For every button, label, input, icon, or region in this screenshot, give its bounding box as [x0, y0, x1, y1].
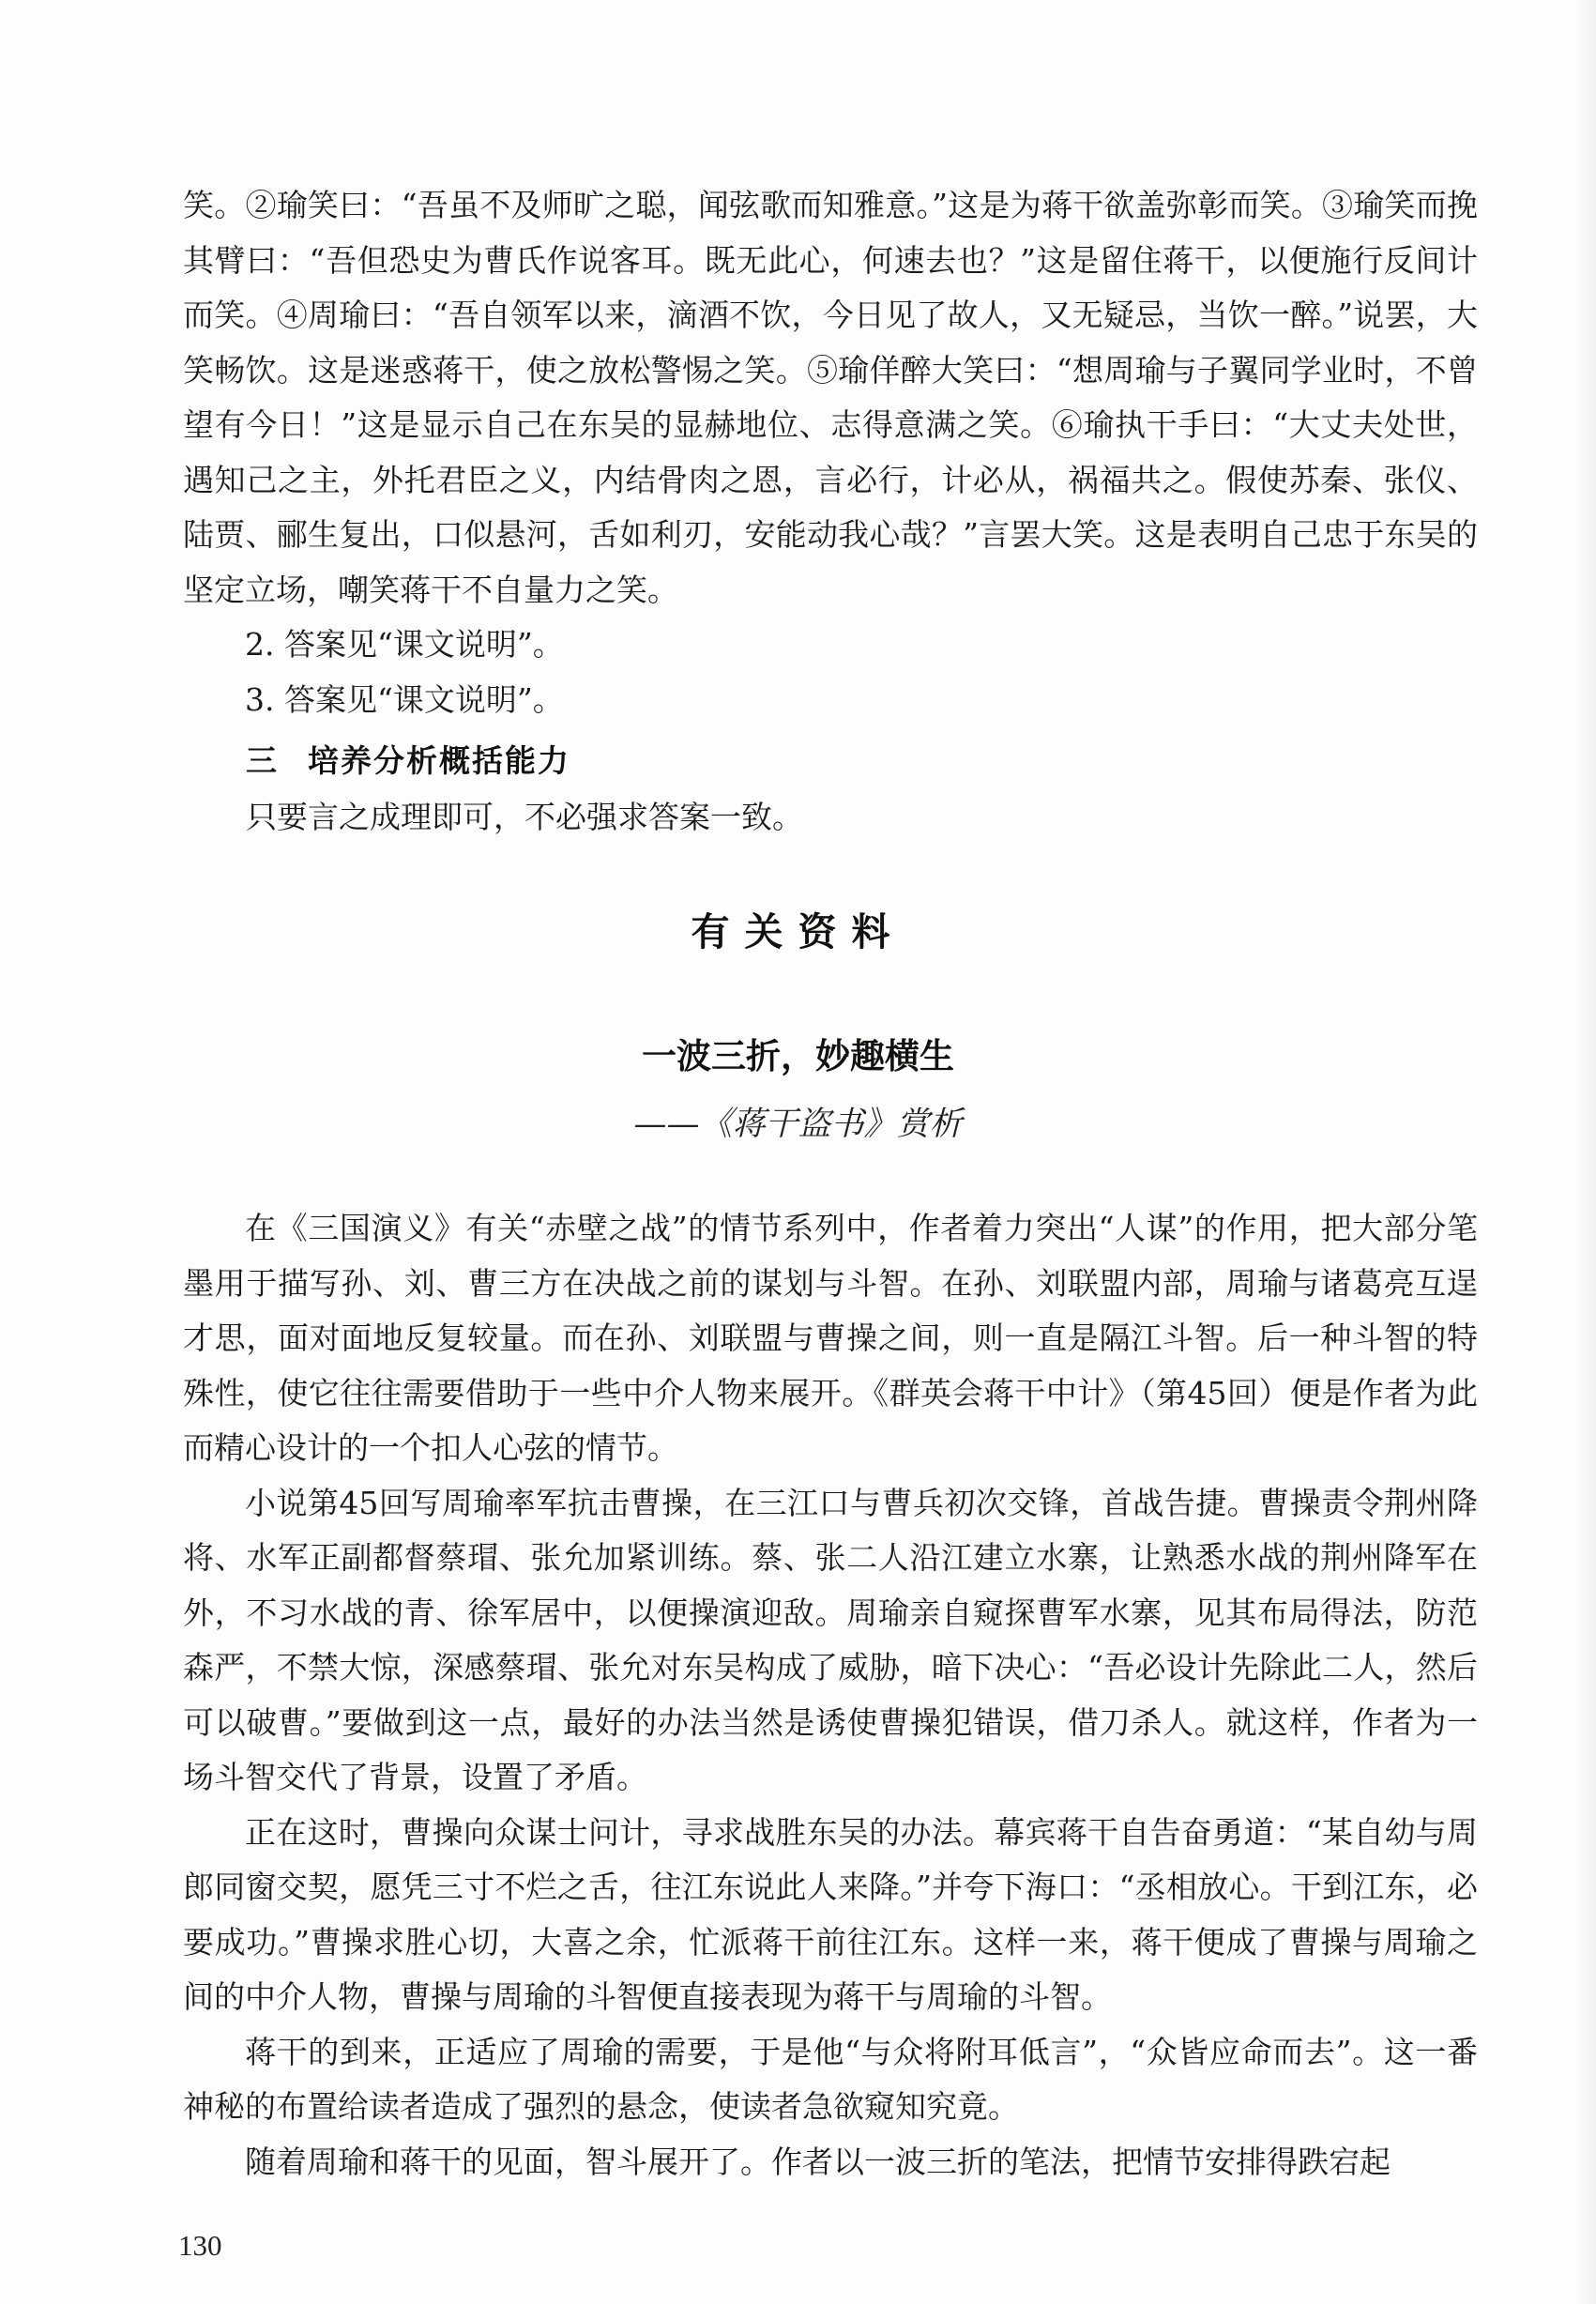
article-paragraph: 正在这时，曹操向众谋士问计，寻求战胜东吴的办法。幕宾蒋干自告奋勇道：“某自幼与周郎同窗交契，愿凭三寸不烂之舌，往江东说此人来降。”并夸下海口：“丞相放心。干到江东，必要成功。”曹操求胜心切，大喜之余，忙派蒋干前往江东。这样一来，蒋干便成了曹操与周瑜之间的中介人物，曹操与周瑜的斗智便直接表现为蒋干与周瑜的斗智。 [183, 1813, 1478, 2015]
article-subtitle: ——《蒋干盗书》赏析 [633, 1106, 963, 1143]
answer-item-2: 2. 答案见“课文说明”。 [245, 626, 564, 663]
section-title: 培养分析概括能力 [308, 742, 570, 779]
page-number: 130 [178, 2229, 222, 2262]
answer-item-3: 3. 答案见“课文说明”。 [245, 680, 564, 718]
section-heading [246, 737, 570, 781]
article-paragraph: 随着周瑜和蒋干的见面，智斗展开了。作者以一波三折的笔法，把情节安排得跌宕起 [245, 2143, 1391, 2180]
answer-paragraph: 笑。②瑜笑曰：“吾虽不及师旷之聪，闻弦歌而知雅意。”这是为蒋干欲盖弥彰而笑。③瑜笑而挽其臂曰：“吾但恐史为曹氏作说客耳。既无此心，何速去也？”这是留住蒋干，以便施行反间计而笑。④周瑜曰：“吾自领军以来，滴酒不饮，今日见了故人，又无疑忌，当饮一醉。”说罢，大笑畅饮。这是迷惑蒋干，使之放松警惕之笑。⑤瑜佯醉大笑曰：“想周瑜与子翼同学业时，不曾望有今日！”这是显示自己在东吴的显赫地位、志得意满之笑。⑥瑜执干手曰：“大丈夫处世，遇知己之主，外托君臣之义，内结骨肉之恩，言必行，计必从，祸福共之。假使苏秦、张仪、陆贾、郦生复出，口似悬河，舌如利刃，安能动我心哉？”言罢大笑。这是表明自己忠于东吴的坚定立场，嘲笑蒋干不自量力之笑。 [183, 187, 1478, 608]
article-body [183, 1201, 1478, 2190]
article-paragraph: 蒋干的到来，正适应了周瑜的需要，于是他“与众将附耳低言”，“众皆应命而去”。这一番神秘的布置给读者造成了强烈的悬念，使读者急欲窥知究竟。 [183, 2033, 1478, 2125]
article-title: 一波三折，妙趣横生 [642, 1036, 954, 1076]
page-edge-shadow [1575, 0, 1596, 2304]
section-number: 三 [246, 742, 279, 779]
top-section [183, 178, 1478, 727]
article-paragraph: 小说第45回写周瑜率军抗击曹操，在三江口与曹兵初次交锋，首战告捷。曹操责令荆州降将、水军正副都督蔡瑁、张允加紧训练。蔡、张二人沿江建立水寨，让熟悉水战的荆州降军在外，不习水战的青、徐军居中，以便操演迎敌。周瑜亲自窥探曹军水寨，见其布局得法，防范森严，不禁大惊，深感蔡瑁、张允对东吴构成了威胁，暗下决心：“吾必设计先除此二人，然后可以破曹。”要做到这一点，最好的办法当然是诱使曹操犯错误，借刀杀人。就这样，作者为一场斗智交代了背景，设置了矛盾。 [183, 1484, 1478, 1795]
section-body: 只要言之成理即可，不必强求答案一致。 [246, 799, 803, 835]
resources-title: 有关资料 [691, 909, 905, 954]
article-paragraph: 在《三国演义》有关“赤壁之战”的情节系列中，作者着力突出“人谋”的作用，把大部分笔墨用于描写孙、刘、曹三方在决战之前的谋划与斗智。在孙、刘联盟内部，周瑜与诸葛亮互逞才思，面对面地反复较量。而在孙、刘联盟与曹操之间，则一直是隔江斗智。后一种斗智的特殊性，使它往往需要借助于一些中介人物来展开。《群英会蒋干中计》（第45回）便是作者为此而精心设计的一个扣人心弦的情节。 [183, 1210, 1478, 1466]
